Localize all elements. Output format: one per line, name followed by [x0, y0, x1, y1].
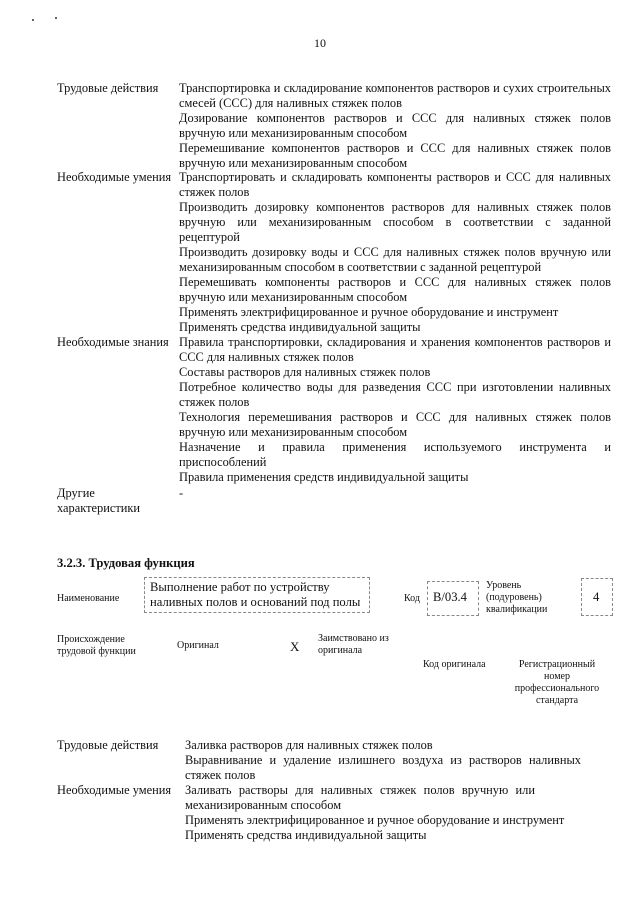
row-item: Транспортировать и складировать компоненты растворов и ССС для наливных стяжек полов — [179, 170, 611, 199]
section-heading: 3.2.3. Трудовая функция — [57, 556, 195, 570]
row-other — [57, 486, 611, 516]
scan-speck — [32, 19, 34, 21]
row-item: Применять средства индивидуальной защиты — [179, 320, 421, 334]
row-item: Составы растворов для наливных стяжек полов — [179, 365, 431, 379]
row-item: Применять средства индивидуальной защиты — [185, 828, 427, 842]
row-skills — [57, 170, 611, 335]
level-value: 4 — [593, 590, 600, 604]
row-item: Заливка растворов для наливных стяжек полов — [185, 738, 433, 752]
original-mark: X — [290, 639, 300, 654]
name-label: Наименование — [57, 593, 120, 604]
origin-label: Происхождение трудовой функции — [57, 634, 136, 657]
name-value: Выполнение работ по устройству наливных полов и оснований под полы — [150, 580, 361, 609]
row-label: Необходимые умения — [57, 783, 172, 797]
row-label: Трудовые действия — [57, 738, 159, 752]
row-skills — [57, 783, 611, 843]
level-label: Уровень (подуровень) квалификации — [486, 580, 548, 615]
row-labor-actions — [57, 81, 611, 170]
labor-function-table-1 — [57, 81, 611, 516]
row-item: Потребное количество воды для разведения ССС при изготовлении наливных стяжек полов — [179, 380, 611, 409]
row-item: Применять электрифицированное и ручное оборудование и инструмент — [185, 813, 565, 827]
row-item: Дозирование компонентов растворов и ССС для наливных стяжек полов вручную или механизированным способом — [179, 111, 611, 140]
row-item: Правила транспортировки, складирования и хранения компонентов растворов и ССС для наливных стяжек полов — [179, 335, 611, 364]
row-label: Другие характеристики — [57, 486, 141, 515]
row-labor-actions — [57, 738, 611, 783]
row-label: Необходимые знания — [57, 335, 169, 349]
borrowed-label: Заимствовано из оригинала — [318, 633, 389, 656]
row-item: - — [179, 486, 184, 500]
row-item: Назначение и правила применения используемого инструмента и приспособлений — [179, 440, 611, 469]
row-item: Производить дозировку воды и ССС для наливных стяжек полов вручную или механизированным способом в соответствии с заданной рецептурой — [179, 245, 611, 274]
row-item: Производить дозировку компонентов растворов для наливных стяжек полов вручную или механизированным способом в соответствии с заданной рецептурой — [179, 200, 611, 244]
row-item: Правила применения средств индивидуальной защиты — [179, 470, 469, 484]
code-label: Код — [404, 593, 420, 604]
row-item: Технология перемешивания растворов и ССС для наливных стяжек полов вручную или механизированным способом — [179, 410, 611, 439]
code-value: B/03.4 — [433, 590, 467, 604]
row-item: Транспортировка и складирование компонентов растворов и сухих строительных смесей (ССС) для наливных стяжек полов — [179, 81, 611, 110]
row-label: Трудовые действия — [57, 81, 159, 95]
row-knowledge — [57, 335, 611, 486]
original-label: Оригинал — [177, 640, 219, 651]
orig-code-label: Код оригинала — [423, 659, 486, 670]
row-item: Заливать растворы для наливных стяжек полов вручную или механизированным способом — [185, 783, 535, 812]
row-item: Перемешивать компоненты растворов и ССС для наливных стяжек полов вручную или механизированным способом — [179, 275, 611, 304]
scan-speck — [55, 17, 57, 19]
page-number: 10 — [314, 36, 326, 50]
row-item: Применять электрифицированное и ручное оборудование и инструмент — [179, 305, 559, 319]
row-label: Необходимые умения — [57, 170, 172, 184]
labor-function-table-2 — [57, 738, 611, 843]
reg-number-label: Регистрационный номер профессионального стандарта — [514, 659, 600, 706]
row-item: Перемешивание компонентов растворов и ССС для наливных стяжек полов вручную или механизированным способом — [179, 141, 611, 170]
row-item: Выравнивание и удаление излишнего воздуха из растворов наливных стяжек полов — [185, 753, 581, 782]
